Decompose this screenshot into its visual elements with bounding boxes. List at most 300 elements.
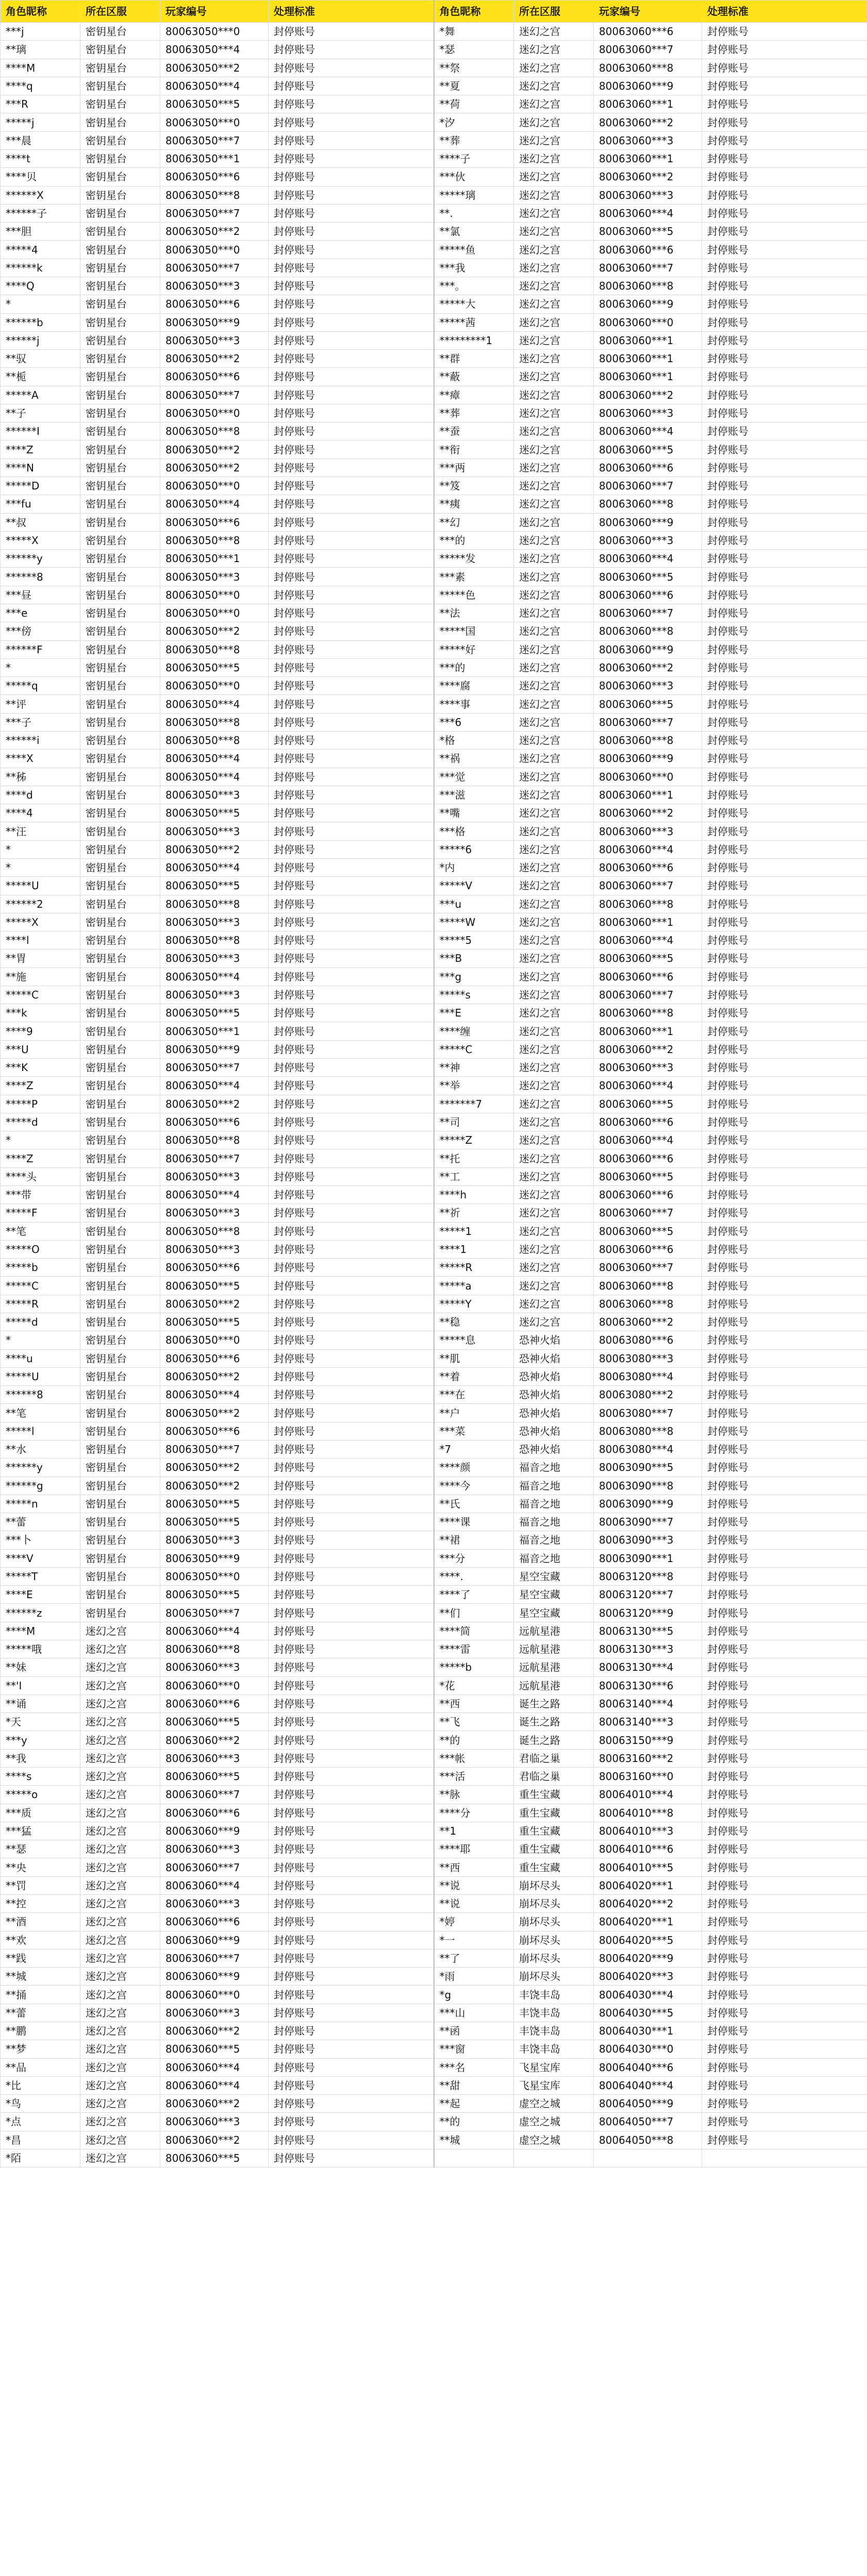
table-row [1,1040,867,1058]
nickname-cell: ***fu [1,495,80,513]
nickname-cell: ***胆 [1,223,80,241]
nickname-cell: ****V [1,1549,80,1567]
action-cell: 封停账号 [702,877,867,895]
player-id-cell: 80063060***5 [594,440,702,459]
server-cell: 迷幻之宫 [80,2149,160,2167]
server-cell [514,2149,594,2167]
header-player-id: 玩家编号 [594,1,702,23]
action-cell: 封停账号 [702,1567,867,1585]
player-id-cell: 80063060***1 [594,95,702,113]
player-id-cell: 80063050***0 [160,477,269,495]
player-id-cell: 80063060***2 [594,804,702,822]
action-cell: 封停账号 [269,41,434,59]
nickname-cell: *格 [434,731,514,749]
action-cell: 封停账号 [269,786,434,804]
nickname-cell: *****b [434,1658,514,1676]
action-cell: 封停账号 [702,113,867,131]
table-row [1,1077,867,1095]
action-cell: 封停账号 [702,858,867,876]
table-row [1,313,867,331]
server-cell: 远航星港 [514,1658,594,1676]
nickname-cell: ***的 [434,531,514,549]
nickname-cell: *****R [1,1295,80,1313]
player-id-cell: 80063060***8 [594,1004,702,1022]
server-cell: 恐神火焰 [514,1386,594,1404]
action-cell: 封停账号 [269,1440,434,1458]
player-id-cell: 80063060***1 [594,149,702,167]
player-id-cell: 80063050***2 [160,1404,269,1422]
nickname-cell: **们 [434,1604,514,1622]
server-cell: 密钥星台 [80,968,160,986]
player-id-cell: 80064040***6 [594,2058,702,2076]
player-id-cell: 80063050***3 [160,1240,269,1258]
action-cell: 封停账号 [702,331,867,349]
server-cell: 密钥星台 [80,277,160,295]
action-cell: 封停账号 [702,131,867,149]
action-cell: 封停账号 [269,531,434,549]
player-id-cell: 80063060***5 [594,1167,702,1185]
action-cell [702,2149,867,2167]
action-cell: 封停账号 [702,1459,867,1477]
nickname-cell: ****Q [1,277,80,295]
table-row [1,477,867,495]
nickname-cell: ****t [1,149,80,167]
player-id-cell: 80063060***7 [594,477,702,495]
server-cell: 迷幻之宫 [80,1840,160,1858]
action-cell: 封停账号 [269,295,434,313]
table-row [1,1059,867,1077]
player-id-cell: 80063060***4 [160,2058,269,2076]
action-cell: 封停账号 [269,77,434,95]
table-row [1,386,867,404]
action-cell: 封停账号 [269,2058,434,2076]
player-id-cell: 80063050***8 [160,640,269,658]
server-cell: 星空宝藏 [514,1567,594,1585]
server-cell: 迷幻之宫 [80,1768,160,1786]
player-id-cell: 80063060***3 [594,404,702,422]
nickname-cell: ***格 [434,822,514,840]
action-cell: 封停账号 [702,477,867,495]
action-cell: 封停账号 [702,604,867,622]
header-action: 处理标准 [269,1,434,23]
player-id-cell: 80063050***4 [160,768,269,786]
nickname-cell: ***昼 [1,586,80,604]
server-cell: 迷幻之宫 [514,386,594,404]
action-cell: 封停账号 [702,822,867,840]
nickname-cell: ***的 [434,658,514,676]
player-id-cell: 80063050***0 [160,404,269,422]
action-cell: 封停账号 [269,586,434,604]
player-id-cell: 80063060***6 [160,1913,269,1931]
server-cell: 迷幻之宫 [80,1931,160,1949]
table-row [1,1731,867,1749]
nickname-cell: ***名 [434,2058,514,2076]
server-cell: 迷幻之宫 [80,2113,160,2131]
server-cell: 迷幻之宫 [80,1786,160,1804]
player-id-cell: 80063050***7 [160,1059,269,1077]
player-id-cell: 80063060***6 [594,858,702,876]
nickname-cell: ******j [1,331,80,349]
player-id-cell: 80063060***6 [594,23,702,41]
server-cell: 迷幻之宫 [514,713,594,731]
action-cell: 封停账号 [702,1804,867,1822]
nickname-cell: **群 [434,350,514,368]
server-cell: 密钥星台 [80,59,160,77]
nickname-cell: * [1,658,80,676]
server-cell: 密钥星台 [80,1422,160,1440]
server-cell: 密钥星台 [80,95,160,113]
nickname-cell: ****缠 [434,1022,514,1040]
player-id-cell: 80063140***3 [594,1713,702,1731]
nickname-cell: *天 [1,1713,80,1731]
server-cell: 密钥星台 [80,640,160,658]
server-cell: 迷幻之宫 [80,1713,160,1731]
nickname-cell: **'I [1,1676,80,1694]
server-cell: 迷幻之宫 [514,1240,594,1258]
action-cell: 封停账号 [702,804,867,822]
server-cell: 远航星港 [514,1622,594,1640]
player-id-cell: 80063060***6 [160,1804,269,1822]
nickname-cell: ***e [1,604,80,622]
nickname-cell: **西 [434,1858,514,1876]
nickname-cell: **托 [434,1149,514,1167]
action-cell: 封停账号 [702,1586,867,1604]
player-id-cell: 80063050***1 [160,149,269,167]
action-cell: 封停账号 [269,1622,434,1640]
action-cell: 封停账号 [269,313,434,331]
nickname-cell: ******z [1,1604,80,1622]
player-id-cell: 80063050***2 [160,223,269,241]
server-cell: 密钥星台 [80,858,160,876]
server-cell: 密钥星台 [80,23,160,41]
server-cell: 密钥星台 [80,459,160,477]
server-cell: 丰饶丰岛 [514,1986,594,2004]
player-id-cell: 80063060***7 [594,713,702,731]
player-id-cell: 80063060***7 [160,1786,269,1804]
player-id-cell: 80064030***1 [594,2022,702,2040]
nickname-cell: ****9 [1,1022,80,1040]
nickname-cell: *****6 [434,840,514,858]
player-id-cell: 80063080***6 [594,1331,702,1349]
nickname-cell: ***山 [434,2004,514,2022]
player-id-cell: 80063090***9 [594,1495,702,1513]
action-cell: 封停账号 [269,1459,434,1477]
player-id-cell: 80063050***2 [160,1459,269,1477]
nickname-cell: *****T [1,1567,80,1585]
nickname-cell: *****Y [434,1295,514,1313]
server-cell: 迷幻之宫 [80,1913,160,1931]
nickname-cell: ****E [1,1586,80,1604]
server-cell: 迷幻之宫 [80,1694,160,1713]
nickname-cell: ****. [434,1567,514,1585]
player-id-cell: 80063080***8 [594,1422,702,1440]
action-cell: 封停账号 [269,277,434,295]
player-id-cell: 80063060***4 [594,931,702,950]
server-cell: 密钥星台 [80,1513,160,1531]
player-id-cell: 80063060***4 [594,204,702,222]
player-id-cell: 80063060***5 [594,568,702,586]
action-cell: 封停账号 [702,1422,867,1440]
server-cell: 密钥星台 [80,568,160,586]
player-id-cell: 80063060***0 [594,768,702,786]
player-id-cell: 80063080***4 [594,1440,702,1458]
server-cell: 迷幻之宫 [80,1676,160,1694]
action-cell: 封停账号 [269,1059,434,1077]
server-cell: 密钥星台 [80,368,160,386]
action-cell: 封停账号 [702,313,867,331]
nickname-cell: *****d [1,1313,80,1331]
server-cell: 飞星宝库 [514,2058,594,2076]
action-cell: 封停账号 [269,1040,434,1058]
player-id-cell: 80063060***1 [594,1022,702,1040]
action-cell: 封停账号 [702,622,867,640]
nickname-cell: ***B [434,950,514,968]
player-id-cell: 80063060***1 [594,331,702,349]
action-cell: 封停账号 [702,1949,867,1967]
nickname-cell: **的 [434,1731,514,1749]
player-id-cell: 80063060***9 [594,513,702,531]
player-id-cell: 80063050***5 [160,658,269,676]
nickname-cell: ****了 [434,1586,514,1604]
nickname-cell: **起 [434,2095,514,2113]
table-row [1,1222,867,1240]
player-id-cell: 80064010***3 [594,1822,702,1840]
table-row [1,1404,867,1422]
nickname-cell: ***伙 [434,168,514,186]
table-row [1,622,867,640]
nickname-cell: ****头 [1,1167,80,1185]
nickname-cell: **胃 [1,950,80,968]
server-cell: 迷幻之宫 [514,622,594,640]
action-cell: 封停账号 [269,1822,434,1840]
nickname-cell: **我 [1,1749,80,1767]
server-cell: 迷幻之宫 [80,2022,160,2040]
server-cell: 迷幻之宫 [514,531,594,549]
table-row [1,2149,867,2167]
player-id-cell: 80063050***3 [160,1167,269,1185]
server-cell: 迷幻之宫 [80,2131,160,2149]
player-id-cell: 80063090***5 [594,1459,702,1477]
action-cell: 封停账号 [269,804,434,822]
header-row [1,1,867,23]
action-cell: 封停账号 [702,2022,867,2040]
nickname-cell: ****N [1,459,80,477]
action-cell: 封停账号 [702,2058,867,2076]
nickname-cell: ******y [1,550,80,568]
server-cell: 迷幻之宫 [80,1731,160,1749]
player-id-cell: 80063050***2 [160,1477,269,1495]
player-id-cell [594,2149,702,2167]
server-cell: 迷幻之宫 [514,404,594,422]
player-id-cell: 80063050***5 [160,1277,269,1295]
player-id-cell: 80063050***8 [160,731,269,749]
nickname-cell: **欢 [1,1931,80,1949]
server-cell: 密钥星台 [80,241,160,259]
server-cell: 崩坏尽头 [514,1876,594,1894]
server-cell: 迷幻之宫 [514,858,594,876]
server-cell: 密钥星台 [80,259,160,277]
table-row [1,822,867,840]
server-cell: 密钥星台 [80,986,160,1004]
nickname-cell: *****大 [434,295,514,313]
server-cell: 密钥星台 [80,295,160,313]
action-cell: 封停账号 [269,1477,434,1495]
server-cell: 崩坏尽头 [514,1894,594,1912]
server-cell: 迷幻之宫 [514,913,594,931]
action-cell: 封停账号 [269,1095,434,1113]
table-row [1,1749,867,1767]
action-cell: 封停账号 [702,1658,867,1676]
nickname-cell: *雨 [434,1968,514,1986]
nickname-cell: *7 [434,1440,514,1458]
table-row [1,768,867,786]
header-nickname: 角色昵称 [434,1,514,23]
server-cell: 迷幻之宫 [514,241,594,259]
nickname-cell: *g [434,1986,514,2004]
server-cell: 迷幻之宫 [514,1277,594,1295]
table-row [1,1804,867,1822]
server-cell: 密钥星台 [80,513,160,531]
server-cell: 密钥星台 [80,1149,160,1167]
server-cell: 密钥星台 [80,1295,160,1313]
nickname-cell: ******8 [1,1386,80,1404]
player-id-cell: 80063130***6 [594,1676,702,1694]
nickname-cell: *****A [1,386,80,404]
action-cell: 封停账号 [702,422,867,440]
server-cell: 迷幻之宫 [514,1131,594,1149]
nickname-cell: **瘴 [434,386,514,404]
player-id-cell: 80063080***3 [594,1349,702,1367]
action-cell: 封停账号 [269,658,434,676]
player-id-cell: 80063050***6 [160,1113,269,1131]
table-row [1,241,867,259]
table-row [1,1113,867,1131]
player-id-cell: 80063060***8 [594,59,702,77]
server-cell: 重生宝藏 [514,1822,594,1840]
action-cell: 封停账号 [702,23,867,41]
action-cell: 封停账号 [269,931,434,950]
player-id-cell: 80063060***9 [594,295,702,313]
player-id-cell: 80064020***1 [594,1913,702,1931]
nickname-cell: * [1,858,80,876]
table-row [1,1713,867,1731]
nickname-cell: ****d [1,786,80,804]
server-cell: 迷幻之宫 [514,1204,594,1222]
nickname-cell: **叔 [1,513,80,531]
action-cell: 封停账号 [269,1676,434,1694]
action-cell: 封停账号 [702,1331,867,1349]
action-cell: 封停账号 [702,1640,867,1658]
nickname-cell: ****贝 [1,168,80,186]
player-id-cell: 80063050***2 [160,350,269,368]
server-cell: 密钥星台 [80,622,160,640]
action-cell: 封停账号 [269,1386,434,1404]
server-cell: 丰饶丰岛 [514,2004,594,2022]
server-cell: 密钥星台 [80,1259,160,1277]
table-row [1,1459,867,1477]
nickname-cell: ******g [1,1477,80,1495]
nickname-cell: *****色 [434,586,514,604]
server-cell: 迷幻之宫 [514,313,594,331]
nickname-cell: **氏 [434,1495,514,1513]
table-row [1,95,867,113]
player-id-cell: 80063060***3 [160,1749,269,1767]
nickname-cell: **笔 [1,1222,80,1240]
nickname-cell: *****a [434,1277,514,1295]
action-cell: 封停账号 [702,1931,867,1949]
server-cell: 密钥星台 [80,313,160,331]
action-cell: 封停账号 [702,95,867,113]
table-row [1,1295,867,1313]
nickname-cell: **水 [1,1440,80,1458]
player-id-cell: 80064020***5 [594,1931,702,1949]
action-cell: 封停账号 [702,1549,867,1567]
player-id-cell: 80063060***5 [594,1222,702,1240]
header-server: 所在区服 [80,1,160,23]
nickname-cell: ***窗 [434,2040,514,2058]
nickname-cell: ***y [1,1731,80,1749]
action-cell: 封停账号 [702,968,867,986]
action-cell: 封停账号 [702,913,867,931]
server-cell: 迷幻之宫 [80,1822,160,1840]
server-cell: 迷幻之宫 [80,1640,160,1658]
player-id-cell: 80064020***9 [594,1949,702,1967]
action-cell: 封停账号 [702,1713,867,1731]
server-cell: 迷幻之宫 [514,768,594,786]
action-cell: 封停账号 [269,350,434,368]
player-id-cell: 80063060***0 [594,313,702,331]
nickname-cell: ****M [1,59,80,77]
action-cell: 封停账号 [702,1440,867,1458]
table-row [1,1186,867,1204]
nickname-cell: * [1,840,80,858]
server-cell: 迷幻之宫 [514,840,594,858]
action-cell: 封停账号 [269,731,434,749]
action-cell: 封停账号 [269,368,434,386]
table-row [1,259,867,277]
player-id-cell: 80063050***5 [160,1586,269,1604]
table-row [1,1858,867,1876]
nickname-cell: ****分 [434,1804,514,1822]
table-row [1,2076,867,2094]
player-id-cell: 80063060***4 [594,550,702,568]
player-id-cell: 80063060***3 [594,1059,702,1077]
server-cell: 崩坏尽头 [514,1968,594,1986]
table-row [1,1822,867,1840]
nickname-cell: ******X [1,186,80,204]
nickname-cell: ****简 [434,1622,514,1640]
player-id-cell: 80063050***8 [160,1222,269,1240]
server-cell: 密钥星台 [80,1277,160,1295]
nickname-cell: ******I [1,422,80,440]
server-cell: 君临之巢 [514,1749,594,1767]
player-id-cell: 80063060***8 [160,1640,269,1658]
action-cell: 封停账号 [702,1040,867,1058]
action-cell: 封停账号 [269,1640,434,1658]
player-id-cell: 80063050***7 [160,1149,269,1167]
nickname-cell: **了 [434,1949,514,1967]
table-row [1,168,867,186]
player-id-cell: 80064020***3 [594,1968,702,1986]
nickname-cell: *点 [1,2113,80,2131]
table-row [1,931,867,950]
player-id-cell: 80063050***9 [160,1549,269,1567]
nickname-cell: **践 [1,1949,80,1967]
player-id-cell: 80063060***3 [594,531,702,549]
nickname-cell: ******8 [1,568,80,586]
player-id-cell: 80063060***2 [160,2131,269,2149]
nickname-cell: *****C [434,1040,514,1058]
